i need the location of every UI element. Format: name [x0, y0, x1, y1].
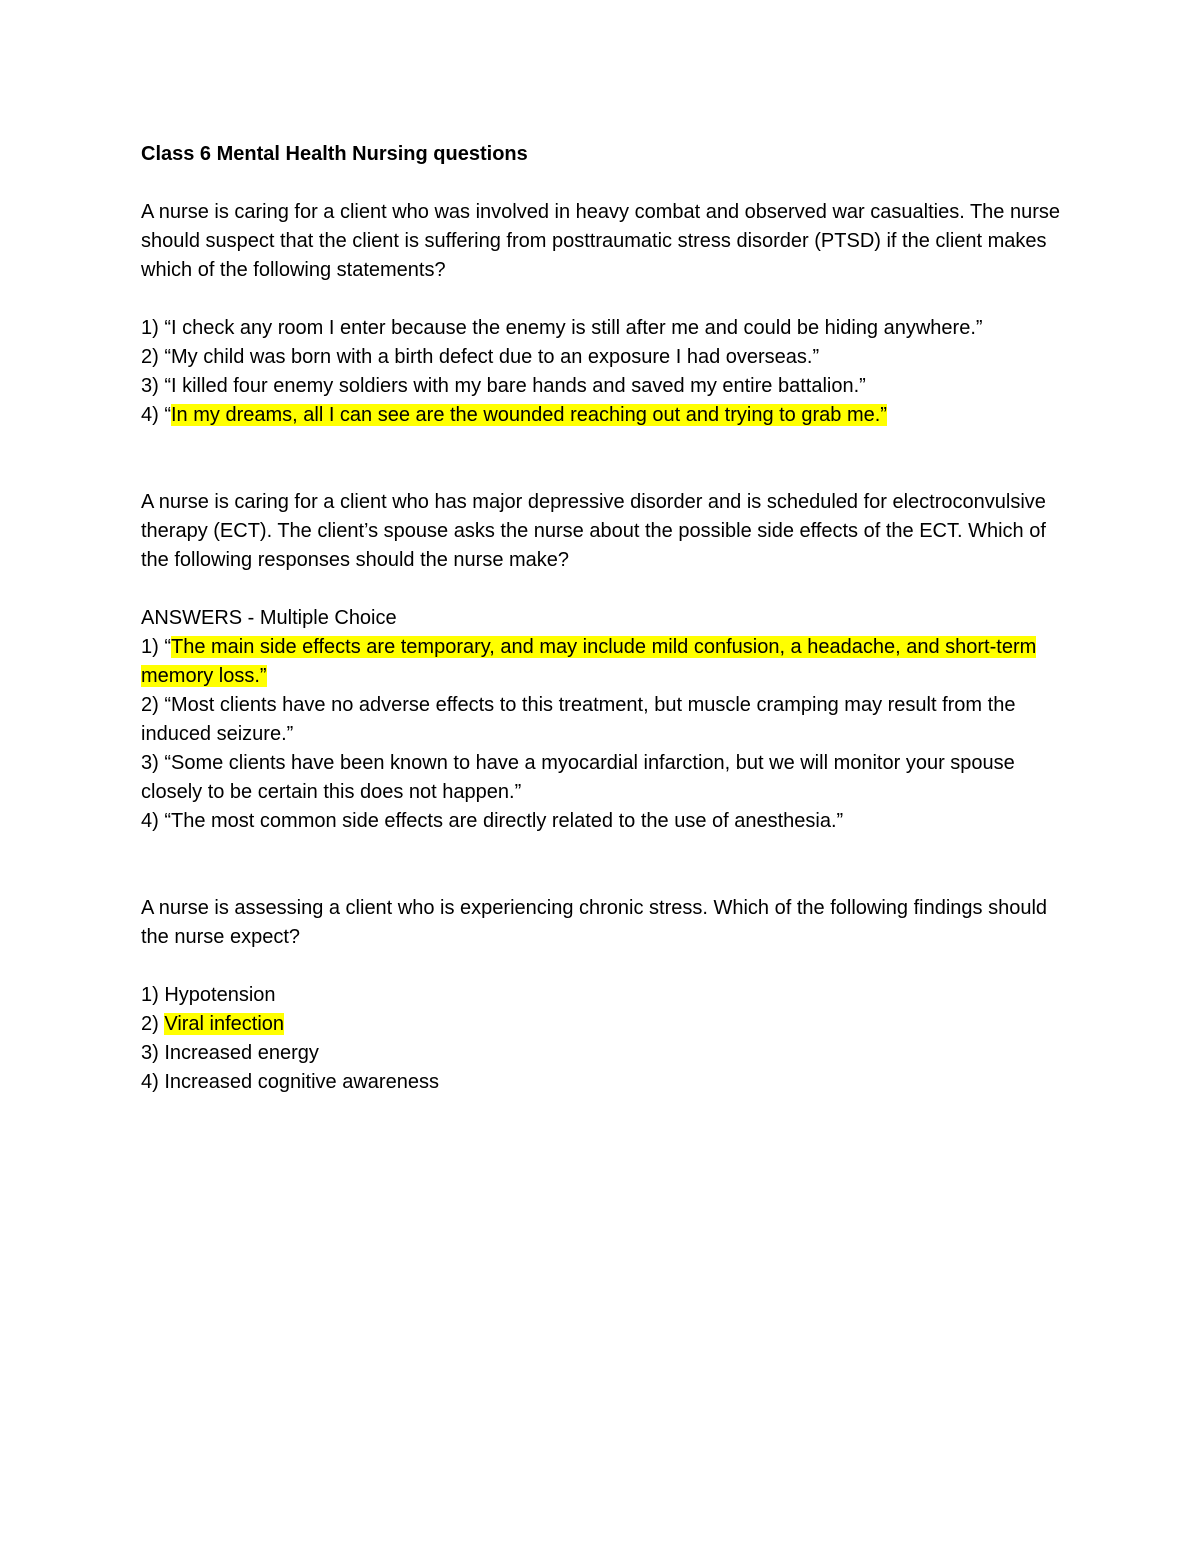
option-prefix: 1) [141, 317, 165, 339]
option-text: Hypotension [164, 984, 276, 1006]
answers-label: ANSWERS - Multiple Choice [141, 607, 397, 629]
option-prefix: 2) [141, 1013, 165, 1035]
option-prefix: 4) [141, 810, 165, 832]
question-block [141, 894, 1071, 1097]
option-item [141, 1039, 1071, 1068]
option-prefix: 4) [141, 1071, 165, 1093]
option-item [141, 981, 1071, 1010]
option-item [141, 1068, 1071, 1097]
question-stem: A nurse is assessing a client who is experiencing chronic stress. Which of the following findings should the nurse expect? [141, 897, 1048, 948]
document-page [141, 140, 1071, 1097]
option-item [141, 1010, 1071, 1039]
option-text: “The most common side effects are directly related to the use of anesthesia.” [164, 810, 844, 832]
option-prefix: 2) [141, 346, 165, 368]
option-text: “Some clients have been known to have a myocardial infarction, but we will monitor your spouse closely to be certain this does not happen.” [141, 752, 1015, 803]
option-item [141, 401, 1071, 430]
option-text: Increased cognitive awareness [164, 1071, 439, 1093]
spacer [141, 430, 1071, 488]
option-item [141, 749, 1071, 807]
option-prefix: 2) [141, 694, 165, 716]
option-text: Increased energy [164, 1042, 319, 1064]
document-title: Class 6 Mental Health Nursing questions [141, 143, 528, 165]
option-item [141, 691, 1071, 749]
option-item [141, 372, 1071, 401]
option-prefix: 3) [141, 1042, 165, 1064]
option-text-highlighted: The main side effects are temporary, and may include mild confusion, a headache, and short-term memory loss.” [141, 636, 1037, 687]
option-prefix: 1) “ [141, 636, 171, 658]
option-list [141, 314, 1071, 430]
option-prefix: 4) “ [141, 404, 171, 426]
option-item [141, 807, 1071, 836]
question-stem: A nurse is caring for a client who was involved in heavy combat and observed war casualties. The nurse should suspect that the client is suffering from posttraumatic stress disorder (PTSD) if the client makes which of the following statements? [141, 201, 1061, 281]
question-stem: A nurse is caring for a client who has major depressive disorder and is scheduled for electroconvulsive therapy (ECT). The client’s spouse asks the nurse about the possible side effects of the ECT. Which of the following responses should the nurse make? [141, 491, 1046, 571]
option-prefix: 3) [141, 752, 165, 774]
question-block [141, 488, 1071, 836]
option-text: “I check any room I enter because the enemy is still after me and could be hiding anywhere.” [164, 317, 983, 339]
option-text-highlighted: Viral infection [164, 1013, 285, 1035]
option-text: “Most clients have no adverse effects to this treatment, but muscle cramping may result from the induced seizure.” [141, 694, 1016, 745]
option-item [141, 314, 1071, 343]
option-list [141, 633, 1071, 836]
option-text: “I killed four enemy soldiers with my bare hands and saved my entire battalion.” [164, 375, 866, 397]
option-prefix: 1) [141, 984, 165, 1006]
option-item [141, 343, 1071, 372]
option-list [141, 981, 1071, 1097]
spacer [141, 836, 1071, 894]
option-text: “My child was born with a birth defect due to an exposure I had overseas.” [164, 346, 820, 368]
question-block [141, 198, 1071, 430]
option-text-highlighted: In my dreams, all I can see are the wounded reaching out and trying to grab me.” [171, 404, 887, 426]
option-prefix: 3) [141, 375, 165, 397]
option-item [141, 633, 1071, 691]
